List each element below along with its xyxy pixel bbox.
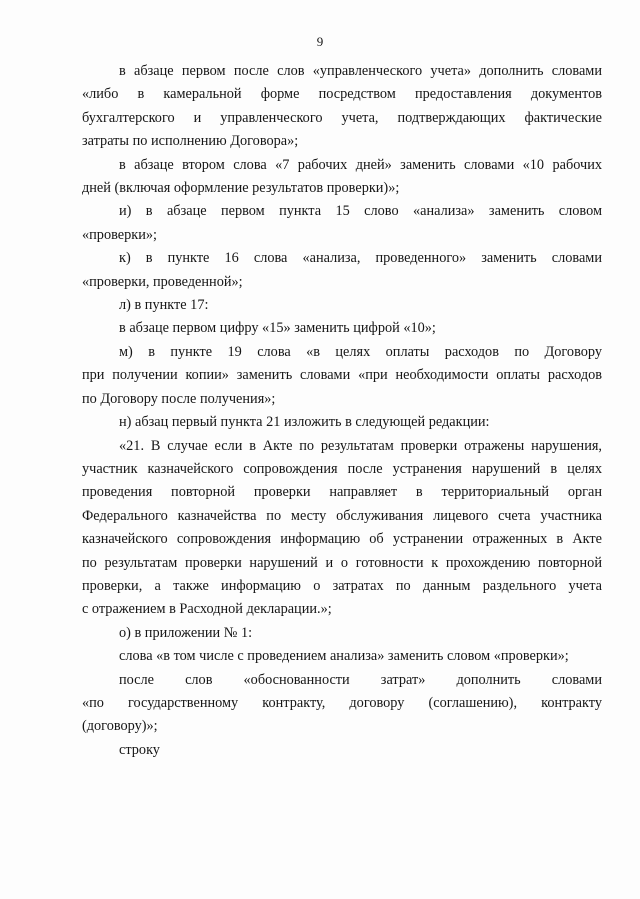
paragraph <box>82 294 602 317</box>
text-line: в абзаце первом цифру «15» заменить цифрой «10»; <box>119 320 436 337</box>
text-line: казначейского сопровождения информацию об устранении отраженных в Акте <box>82 531 602 548</box>
paragraph <box>82 739 602 762</box>
paragraph <box>82 435 602 622</box>
text-line: по результатам проверки нарушений и о готовности к прохождению повторной <box>82 554 602 571</box>
paragraph <box>82 60 602 154</box>
paragraph <box>82 154 602 201</box>
paragraph <box>82 341 602 411</box>
paragraph <box>82 200 602 247</box>
text-line: бухгалтерского и управленческого учета, подтверждающих фактические <box>82 109 602 126</box>
text-line: «проверки, проведенной»; <box>82 273 243 290</box>
text-line: «по государственному контракту, договору (соглашению), контракту <box>82 694 602 711</box>
text-line: «либо в камеральной форме посредством предоставления документов <box>82 86 602 103</box>
text-line: «проверки»; <box>82 226 157 243</box>
text-line: строку <box>119 741 160 758</box>
text-line: по Договору после получения»; <box>82 390 276 407</box>
paragraph <box>82 247 602 294</box>
text-line: в абзаце втором слова «7 рабочих дней» заменить словами «10 рабочих <box>119 156 602 173</box>
text-line: (договору)»; <box>82 718 158 735</box>
text-line: после слов «обоснованности затрат» дополнить словами <box>119 671 602 688</box>
text-line: участник казначейского сопровождения после устранения нарушений в целях <box>82 460 602 477</box>
text-line: слова «в том числе с проведением анализа» заменить словом «проверки»; <box>119 648 569 665</box>
paragraph <box>82 645 602 668</box>
text-line: Федерального казначейства по месту обслуживания лицевого счета участника <box>82 507 602 524</box>
text-line: и) в абзаце первом пункта 15 слово «анализа» заменить словом <box>119 203 602 220</box>
text-line: при получении копии» заменить словами «при необходимости оплаты расходов <box>82 367 602 384</box>
text-line: с отражением в Расходной декларации.»; <box>82 601 332 618</box>
text-line: о) в приложении № 1: <box>119 624 253 641</box>
text-line: в абзаце первом после слов «управленческого учета» дополнить словами <box>119 63 602 79</box>
text-line: затраты по исполнению Договора»; <box>82 133 299 150</box>
text-line: дней (включая оформление результатов проверки)»; <box>82 180 400 197</box>
text-line: н) абзац первый пункта 21 изложить в следующей редакции: <box>119 414 490 431</box>
paragraph <box>82 317 602 340</box>
page-number: 9 <box>316 34 324 49</box>
paragraph <box>82 669 602 739</box>
text-line: проверки, а также информацию о затратах по данным раздельного учета <box>82 577 602 594</box>
paragraph <box>82 411 602 434</box>
document-body <box>82 60 602 762</box>
paragraph <box>82 622 602 645</box>
text-line: м) в пункте 19 слова «в целях оплаты расходов по Договору <box>119 343 602 360</box>
text-line: проведения повторной проверки направляет в территориальный орган <box>82 484 602 501</box>
text-line: к) в пункте 16 слова «анализа, проведенного» заменить словами <box>119 250 602 267</box>
text-line: «21. В случае если в Акте по результатам проверки отражены нарушения, <box>119 437 602 454</box>
text-line: л) в пункте 17: <box>119 297 209 314</box>
